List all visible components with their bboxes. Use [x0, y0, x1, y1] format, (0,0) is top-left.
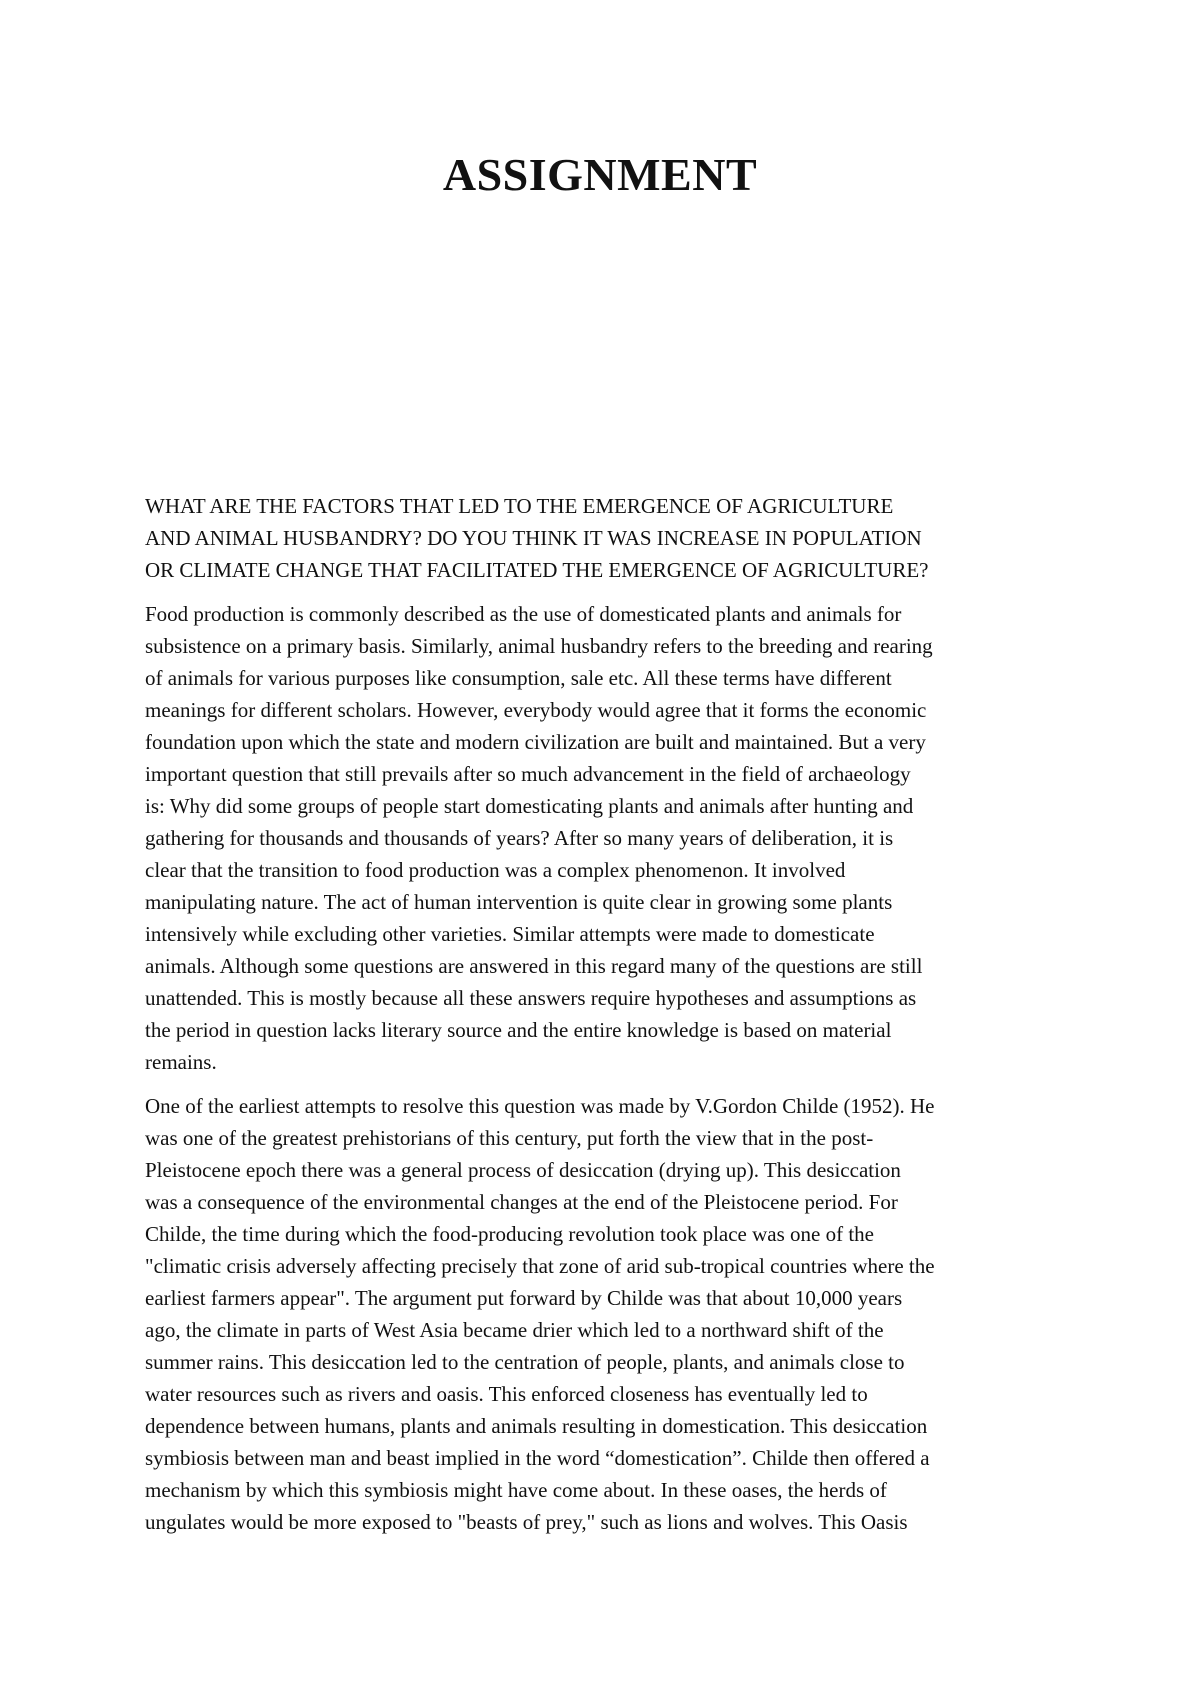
paragraph-line: Childe, the time during which the food-producing revolution took place was one of the: [145, 1222, 874, 1246]
question-line: WHAT ARE THE FACTORS THAT LED TO THE EMERGENCE OF AGRICULTURE: [145, 494, 894, 518]
paragraph-line: Food production is commonly described as the use of domesticated plants and animals for: [145, 602, 902, 626]
body-paragraph-2: [145, 1090, 1065, 1538]
paragraph-line: earliest farmers appear". The argument put forward by Childe was that about 10,000 years: [145, 1286, 903, 1310]
paragraph-line: intensively while excluding other varieties. Similar attempts were made to domesticate: [145, 922, 875, 946]
paragraph-line: remains.: [145, 1050, 217, 1074]
body-paragraph-1: [145, 598, 1065, 1078]
paragraph-line: clear that the transition to food production was a complex phenomenon. It involved: [145, 858, 846, 882]
paragraph-line: ago, the climate in parts of West Asia became drier which led to a northward shift of the: [145, 1318, 884, 1342]
paragraph-line: Pleistocene epoch there was a general process of desiccation (drying up). This desiccation: [145, 1158, 901, 1182]
question-line: OR CLIMATE CHANGE THAT FACILITATED THE EMERGENCE OF AGRICULTURE?: [145, 558, 929, 582]
paragraph-line: dependence between humans, plants and animals resulting in domestication. This desiccation: [145, 1414, 928, 1438]
paragraph-line: of animals for various purposes like consumption, sale etc. All these terms have different: [145, 666, 892, 690]
paragraph-line: important question that still prevails after so much advancement in the field of archaeology: [145, 762, 911, 786]
paragraph-line: "climatic crisis adversely affecting precisely that zone of arid sub-tropical countries where the: [145, 1254, 935, 1278]
paragraph-line: foundation upon which the state and modern civilization are built and maintained. But a very: [145, 730, 926, 754]
paragraph-line: water resources such as rivers and oasis. This enforced closeness has eventually led to: [145, 1382, 868, 1406]
paragraph-line: One of the earliest attempts to resolve this question was made by V.Gordon Childe (1952). He: [145, 1094, 935, 1118]
assignment-question: [145, 490, 1065, 586]
paragraph-line: summer rains. This desiccation led to the centration of people, plants, and animals close to: [145, 1350, 905, 1374]
document-body: [145, 490, 1065, 1550]
page-title: ASSIGNMENT: [442, 149, 758, 200]
paragraph-line: symbiosis between man and beast implied in the word “domestication”. Childe then offered a: [145, 1446, 930, 1470]
paragraph-line: mechanism by which this symbiosis might have come about. In these oases, the herds of: [145, 1478, 887, 1502]
paragraph-line: meanings for different scholars. However, everybody would agree that it forms the economic: [145, 698, 927, 722]
paragraph-line: the period in question lacks literary source and the entire knowledge is based on material: [145, 1018, 892, 1042]
paragraph-line: is: Why did some groups of people start domesticating plants and animals after hunting and: [145, 794, 914, 818]
paragraph-line: animals. Although some questions are answered in this regard many of the questions are still: [145, 954, 923, 978]
paragraph-line: unattended. This is mostly because all these answers require hypotheses and assumptions as: [145, 986, 917, 1010]
paragraph-line: ungulates would be more exposed to "beasts of prey," such as lions and wolves. This Oasis: [145, 1510, 908, 1534]
paragraph-line: was a consequence of the environmental changes at the end of the Pleistocene period. For: [145, 1190, 898, 1214]
paragraph-line: subsistence on a primary basis. Similarly, animal husbandry refers to the breeding and rearing: [145, 634, 933, 658]
paragraph-line: manipulating nature. The act of human intervention is quite clear in growing some plants: [145, 890, 893, 914]
question-line: AND ANIMAL HUSBANDRY? DO YOU THINK IT WAS INCREASE IN POPULATION: [145, 526, 922, 550]
paragraph-line: was one of the greatest prehistorians of this century, put forth the view that in the post-: [145, 1126, 874, 1150]
paragraph-line: gathering for thousands and thousands of years? After so many years of deliberation, it is: [145, 826, 894, 850]
